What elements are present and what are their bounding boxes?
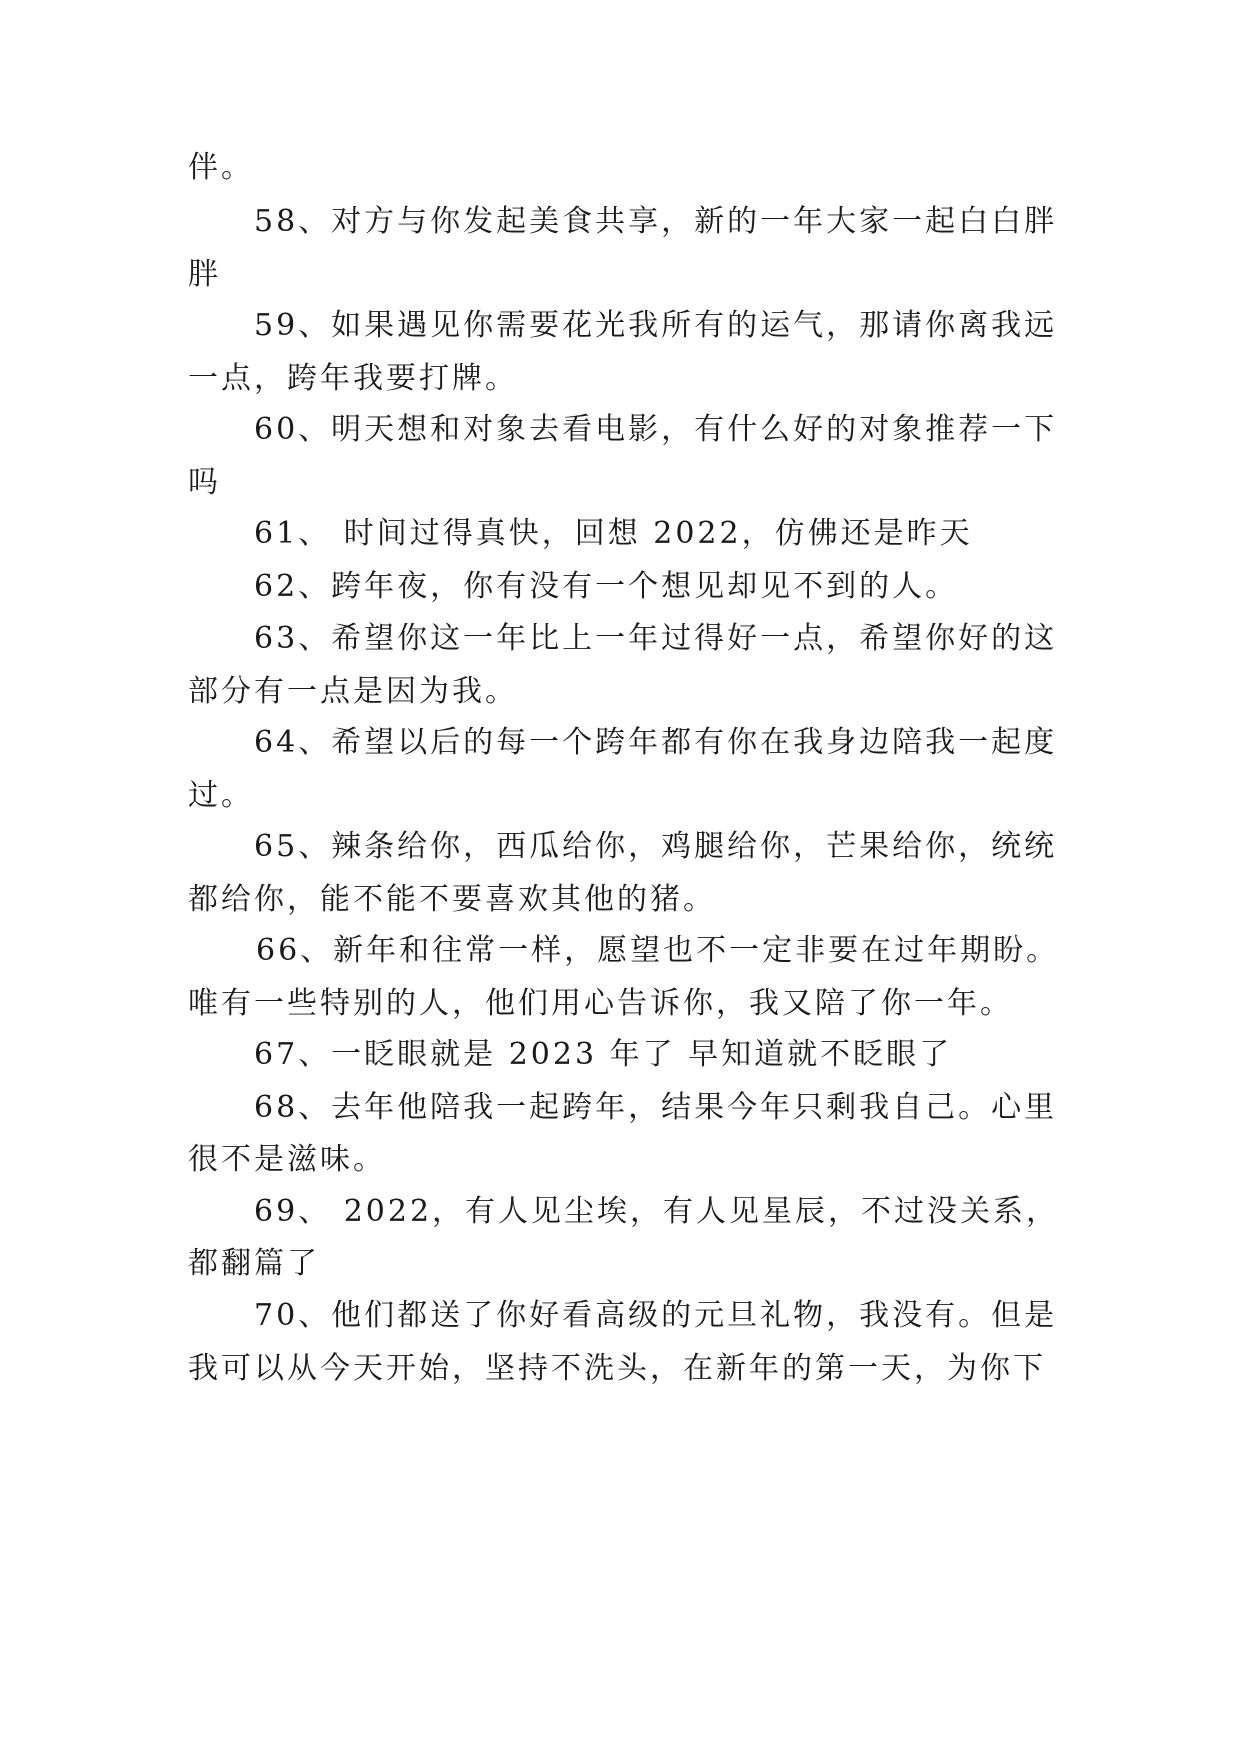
text-line: 伴。 — [188, 150, 254, 185]
entry-69-line-1: 69、 2022，有人见尘埃，有人见星辰，不过没关系， — [254, 1194, 1060, 1229]
entry-66-line-2: 唯有一些特别的人，他们用心告诉你，我又陪了你一年。 — [188, 986, 1013, 1021]
entry-65-line-1: 65、辣条给你，西瓜给你，鸡腿给你，芒果给你，统统 — [254, 829, 1058, 864]
entry-65-line-2: 都给你，能不能不要喜欢其他的猪。 — [188, 882, 716, 917]
entry-60-line-1: 60、明天想和对象去看电影，有什么好的对象推荐一下 — [254, 412, 1058, 447]
entry-58-line-2: 胖 — [188, 257, 221, 292]
entry-62-line-1: 62、跨年夜，你有没有一个想见却见不到的人。 — [254, 569, 959, 604]
entry-61-line-1: 61、 时间过得真快，回想 2022，仿佛还是昨天 — [254, 516, 973, 551]
entry-64-line-1: 64、希望以后的每一个跨年都有你在我身边陪我一起度 — [254, 725, 1058, 760]
entry-70-line-1: 70、他们都送了你好看高级的元旦礼物，我没有。但是 — [254, 1298, 1058, 1333]
entry-60-line-2: 吗 — [188, 465, 221, 500]
entry-66-line-1: 66、新年和往常一样，愿望也不一定非要在过年期盼。 — [256, 933, 1060, 968]
entry-59-line-2: 一点，跨年我要打牌。 — [188, 361, 518, 396]
entry-58-line-1: 58、对方与你发起美食共享，新的一年大家一起白白胖 — [254, 204, 1058, 239]
entry-63-line-2: 部分有一点是因为我。 — [188, 674, 518, 709]
entry-68-line-2: 很不是滋味。 — [188, 1142, 386, 1177]
entry-64-line-2: 过。 — [188, 778, 254, 813]
entry-68-line-1: 68、去年他陪我一起跨年，结果今年只剩我自己。心里 — [254, 1090, 1058, 1125]
entry-69-line-2: 都翻篇了 — [188, 1246, 320, 1281]
entry-70-line-2: 我可以从今天开始，坚持不洗头，在新年的第一天，为你下 — [188, 1351, 1046, 1386]
entry-63-line-1: 63、希望你这一年比上一年过得好一点，希望你好的这 — [254, 621, 1058, 656]
entry-67-line-1: 67、一眨眼就是 2023 年了 早知道就不眨眼了 — [254, 1037, 953, 1072]
entry-59-line-1: 59、如果遇见你需要花光我所有的运气，那请你离我远 — [254, 308, 1058, 343]
